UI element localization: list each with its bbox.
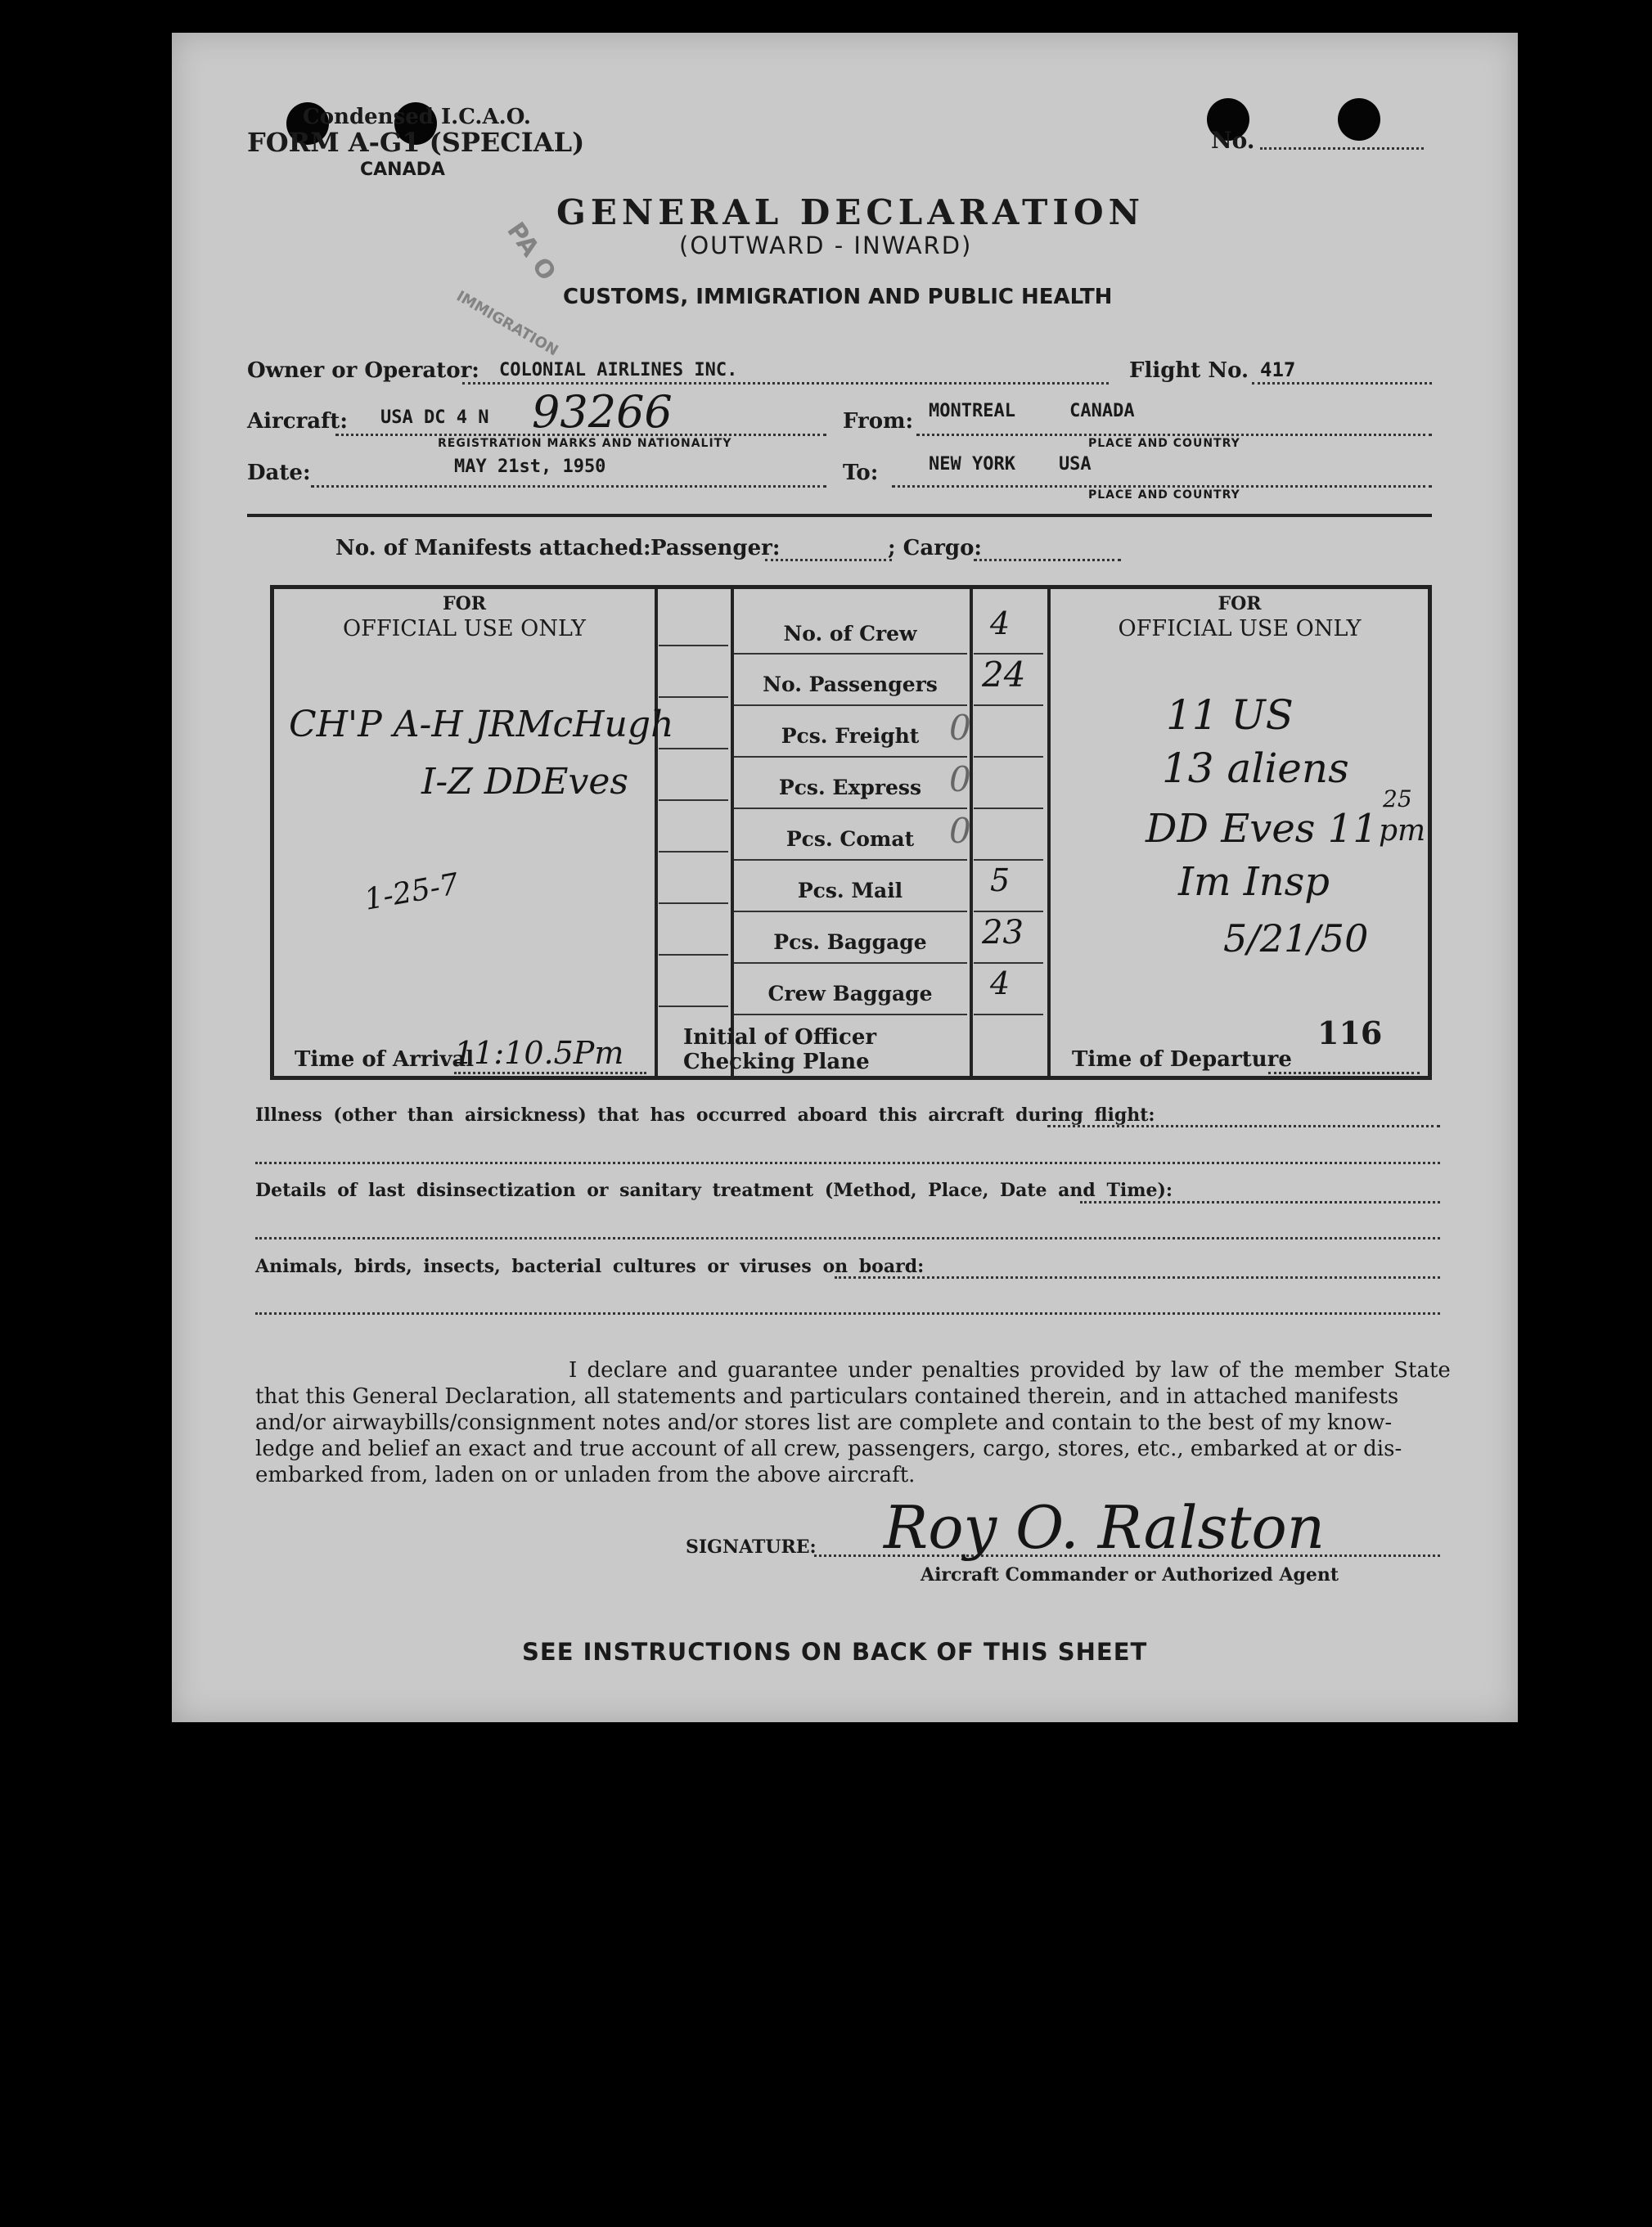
owner-line [462,382,1109,385]
officer-label-2: Checking Plane [683,1050,870,1074]
flight-number-label: Flight No. [1129,358,1249,383]
right-official-note-5: 5/21/50 [1223,916,1369,961]
from-caption: PLACE AND COUNTRY [1088,437,1240,450]
left-official-head-1: FOR [442,593,487,614]
animals-line-1 [835,1276,1440,1279]
right-official-note-3: DD Eves 11 [1146,806,1378,852]
document-title: GENERAL DECLARATION [556,192,1145,232]
disinsection-line-2 [255,1237,1440,1239]
left-official-head-2: OFFICIAL USE ONLY [343,616,586,641]
declaration-line-4: ledge and belief an exact and true account of all crew, passengers, cargo, stores, etc., embarked at or dis- [255,1437,1402,1461]
row-value-crew: 4 [990,605,1011,641]
declaration-line-2: that this General Declaration, all statements and particulars contained therein, and in attached manifests [255,1384,1399,1409]
official-use-table [270,585,1432,1080]
right-official-head-1: FOR [1218,593,1262,614]
left-official-note-1: CH'P A-H JRMcHugh [289,704,674,745]
from-value: MONTREAL CANADA [929,401,1135,421]
disinsection-line-1 [1080,1201,1440,1203]
departure-line [1268,1072,1420,1074]
arrival-line [454,1072,646,1074]
arrival-label: Time of Arrival [295,1047,475,1072]
flight-number-value: 417 [1260,358,1296,381]
right-official-note-1: 11 US [1166,691,1294,739]
aircraft-value: USA DC 4 N [380,407,489,428]
left-official-note-3: 1-25-7 [362,867,461,917]
right-official-note-4: Im Insp [1178,859,1330,905]
instructions-footer: SEE INSTRUCTIONS ON BACK OF THIS SHEET [522,1638,1148,1666]
document-section: CUSTOMS, IMMIGRATION AND PUBLIC HEALTH [563,285,1113,309]
manifest-passenger-line [765,559,892,561]
signature-value: Roy O. Ralston [884,1493,1326,1562]
departure-value: 116 [1317,1015,1383,1051]
section-rule [247,514,1432,517]
row-label-freight: Pcs. Freight [781,724,920,748]
form-country: CANADA [360,160,445,180]
form-designation-line1: Condensed I.C.A.O. [303,105,531,129]
date-label: Date: [247,461,311,485]
disinsection-question: Details of last disinsectization or sanitary treatment (Method, Place, Date and Time): [255,1180,1173,1201]
row-value-freight: 0 [949,708,971,748]
declaration-line-5: embarked from, laden on or unladen from the above aircraft. [255,1463,916,1487]
declaration-line-1: I declare and guarantee under penalties provided by law of the member State [569,1358,1451,1383]
right-official-note-3-sup: 25 [1383,785,1412,812]
faint-stamp-mark-2: IMMIGRATION [453,287,561,360]
form-number-label: No. [1211,127,1255,154]
departure-label: Time of Departure [1072,1047,1292,1072]
form-designation-line2: FORM A-G1 (SPECIAL) [247,127,585,158]
flight-number-line [1252,382,1432,385]
animals-question: Animals, birds, insects, bacterial cultures or viruses on board: [255,1256,925,1277]
manifest-passenger-label: Passenger: [650,536,781,560]
right-official-note-2: 13 aliens [1162,745,1349,792]
to-caption: PLACE AND COUNTRY [1088,488,1240,502]
aircraft-label: Aircraft: [247,409,348,434]
to-value: NEW YORK USA [929,454,1092,475]
row-label-crew-baggage: Crew Baggage [767,982,933,1006]
date-line [311,485,826,488]
to-line [892,485,1432,488]
declaration-line-3: and/or airwaybills/consignment notes and/or stores list are complete and contain to the best of my know- [255,1410,1393,1435]
row-value-passengers: 24 [982,655,1026,695]
to-label: To: [843,461,879,485]
row-value-comat: 0 [949,811,971,851]
row-label-crew: No. of Crew [783,622,917,646]
right-official-note-3-pm: pm [1379,814,1426,848]
declaration-form-sheet [172,33,1518,1722]
form-number-line [1260,147,1424,150]
officer-label-1: Initial of Officer [683,1025,877,1050]
manifests-label: No. of Manifests attached: [335,536,651,560]
row-label-express: Pcs. Express [778,776,922,799]
aircraft-caption: REGISTRATION MARKS AND NATIONALITY [438,437,732,450]
row-value-mail: 5 [990,862,1011,898]
from-label: From: [843,409,914,434]
row-label-baggage: Pcs. Baggage [773,930,927,954]
left-official-note-2: I-Z DDEves [421,761,628,803]
owner-label: Owner or Operator: [247,358,479,383]
aircraft-handwritten-number: 93266 [532,386,673,438]
row-value-express: 0 [949,759,971,799]
row-label-comat: Pcs. Comat [785,827,915,851]
document-subtitle: (OUTWARD - INWARD) [679,232,973,259]
row-label-passengers: No. Passengers [763,673,938,696]
from-line [916,434,1432,436]
manifest-cargo-line [974,559,1121,561]
arrival-value: 11:10.5Pm [454,1035,624,1071]
row-value-crew-baggage: 4 [990,965,1011,1001]
manifest-cargo-label: ; Cargo: [888,536,983,560]
signature-label: SIGNATURE: [686,1536,817,1558]
animals-line-2 [255,1312,1440,1315]
illness-question: Illness (other than airsickness) that has occurred aboard this aircraft during flight: [255,1105,1155,1126]
punch-hole-right-2 [1338,98,1380,141]
faint-stamp-mark: PA O [501,217,562,286]
owner-value: COLONIAL AIRLINES INC. [499,360,738,380]
date-value: MAY 21st, 1950 [454,457,606,477]
row-value-baggage: 23 [982,914,1024,952]
illness-line-1 [1047,1125,1440,1127]
right-official-head-2: OFFICIAL USE ONLY [1118,616,1362,641]
signature-caption: Aircraft Commander or Authorized Agent [921,1564,1339,1586]
illness-line-2 [255,1162,1440,1164]
row-label-mail: Pcs. Mail [797,879,903,902]
